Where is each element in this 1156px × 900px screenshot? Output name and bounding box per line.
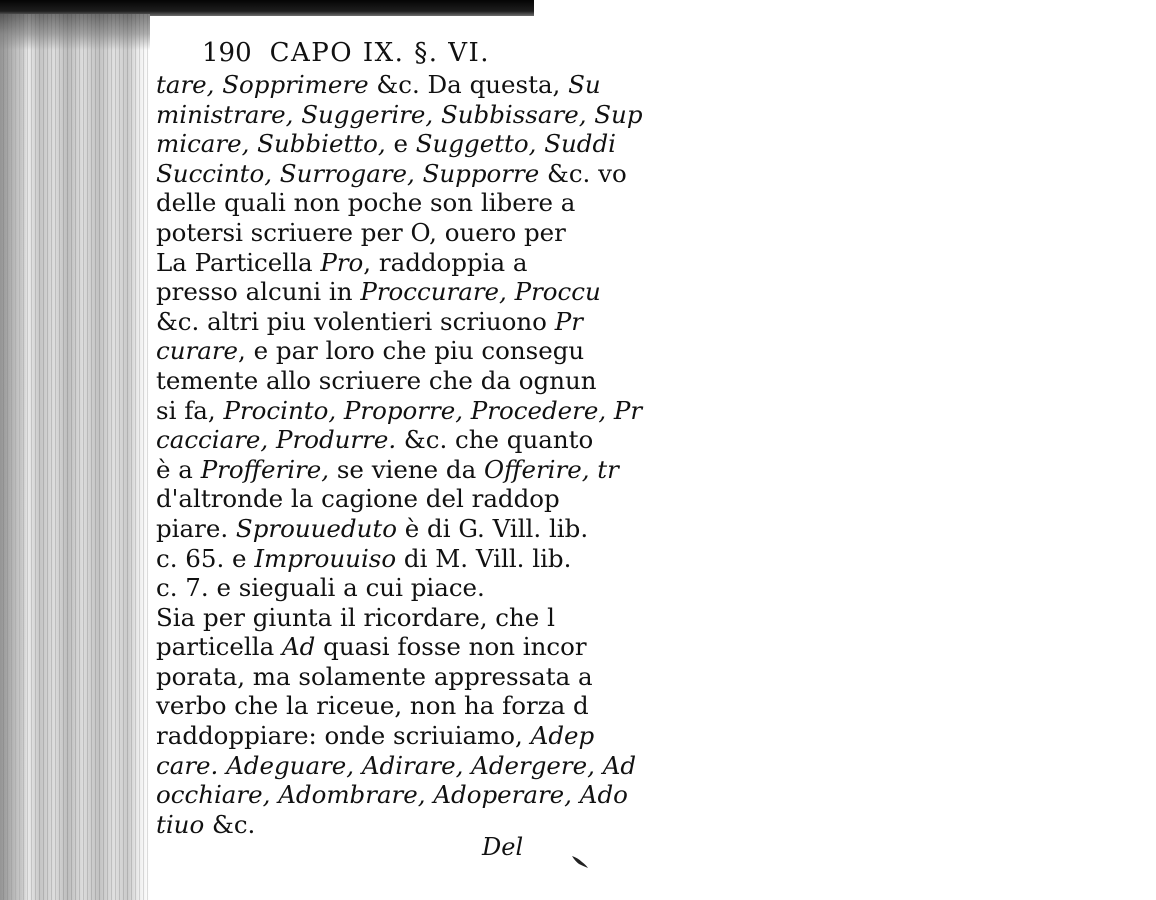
italic-segment: Improuuiso bbox=[254, 543, 397, 573]
catchword: Del bbox=[482, 833, 524, 861]
italic-segment: Procinto, Proporre, Procedere, Pr bbox=[223, 395, 643, 425]
text-segment: si fa, bbox=[156, 395, 224, 425]
book-binding-shadow bbox=[0, 14, 26, 900]
italic-segment: Pr bbox=[554, 306, 583, 336]
italic-segment: ministrare, Suggerire, Subbissare, Sup bbox=[156, 99, 643, 129]
italic-segment: Su bbox=[568, 70, 601, 99]
body-text bbox=[156, 70, 1156, 839]
italic-segment: care. Adeguare, Adirare, Adergere, Ad bbox=[156, 750, 637, 780]
text-segment: Sia per giunta il ricordare, che l bbox=[156, 602, 555, 632]
text-line bbox=[156, 100, 1156, 130]
book-page bbox=[156, 36, 643, 900]
text-line bbox=[156, 396, 1156, 426]
text-segment: presso alcuni in bbox=[156, 277, 361, 307]
text-line bbox=[156, 780, 1156, 810]
text-segment: , e par loro che piu consegu bbox=[238, 336, 585, 366]
text-line bbox=[156, 455, 1156, 485]
text-line bbox=[156, 721, 1156, 751]
italic-segment: Sprouueduto bbox=[235, 513, 397, 543]
ink-blot bbox=[570, 854, 590, 870]
text-segment: &c. altri piu volentieri scriuono bbox=[156, 306, 555, 336]
text-line bbox=[156, 632, 1156, 662]
text-line bbox=[156, 573, 1156, 603]
text-segment: è a bbox=[156, 454, 201, 484]
text-line bbox=[156, 218, 1156, 248]
text-line bbox=[156, 277, 1156, 307]
text-line bbox=[156, 810, 1156, 840]
italic-segment: occhiare, Adombrare, Adoperare, Ado bbox=[156, 780, 628, 810]
italic-segment: Offerire, tr bbox=[484, 454, 619, 484]
text-segment: verbo che la riceue, non ha forza d bbox=[156, 691, 589, 721]
italic-segment: micare, Subbietto, bbox=[156, 129, 386, 159]
italic-segment: Ad bbox=[281, 632, 316, 662]
italic-segment: curare bbox=[156, 336, 239, 366]
italic-segment: tare, Sopprimere bbox=[156, 70, 369, 99]
running-head: CAPO IX. §. VI. bbox=[269, 38, 491, 68]
text-line bbox=[156, 544, 1156, 574]
text-segment: La Particella bbox=[156, 247, 321, 277]
text-line bbox=[156, 248, 1156, 278]
italic-segment: Succinto, Surrogare, Supporre bbox=[156, 158, 540, 188]
italic-segment: Suggetto, Suddi bbox=[415, 129, 616, 159]
text-segment: temente allo scriuere che da ognun bbox=[156, 365, 597, 395]
text-segment: piare. bbox=[156, 513, 236, 543]
text-line bbox=[156, 336, 1156, 366]
text-segment: e bbox=[385, 129, 416, 159]
text-segment: è di G. Vill. lib. bbox=[396, 513, 589, 543]
text-line bbox=[156, 691, 1156, 721]
italic-segment: Pro bbox=[320, 247, 364, 277]
text-segment: &c. Da questa, bbox=[368, 70, 569, 99]
text-segment: delle quali non poche son libere a bbox=[156, 188, 576, 218]
text-segment: c. 7. e sieguali a cui piace. bbox=[156, 573, 485, 603]
text-line bbox=[156, 484, 1156, 514]
page-number: 190 bbox=[202, 38, 252, 68]
italic-segment: Proccurare, Proccu bbox=[360, 277, 601, 307]
text-segment: particella bbox=[156, 632, 282, 662]
text-line bbox=[156, 70, 1156, 100]
text-line bbox=[156, 751, 1156, 781]
text-segment: , raddoppia a bbox=[363, 247, 528, 277]
text-segment: d'altronde la cagione del raddop bbox=[156, 484, 560, 514]
text-line bbox=[156, 307, 1156, 337]
text-line bbox=[156, 188, 1156, 218]
text-line bbox=[156, 514, 1156, 544]
italic-segment: Profferire, bbox=[200, 454, 330, 484]
text-line bbox=[156, 366, 1156, 396]
text-line bbox=[156, 129, 1156, 159]
text-segment: potersi scriuere per O, ouero per bbox=[156, 217, 566, 247]
text-segment: se viene da bbox=[329, 454, 485, 484]
book-corner-shadow bbox=[0, 14, 150, 50]
text-line bbox=[156, 425, 1156, 455]
text-segment: quasi fosse non incor bbox=[315, 632, 587, 662]
italic-segment: cacciare, Produrre. bbox=[156, 425, 397, 455]
running-header bbox=[202, 36, 490, 70]
text-segment: raddoppiare: onde scriuiamo, bbox=[156, 721, 531, 751]
text-segment: &c. vo bbox=[539, 158, 627, 188]
text-line bbox=[156, 603, 1156, 633]
text-line bbox=[156, 159, 1156, 189]
text-segment: c. 65. e bbox=[156, 543, 255, 573]
italic-segment: Adep bbox=[530, 721, 595, 751]
text-segment: &c. che quanto bbox=[396, 425, 594, 455]
italic-segment: tiuo bbox=[156, 809, 205, 839]
text-segment: di M. Vill. lib. bbox=[396, 543, 572, 573]
text-line bbox=[156, 662, 1156, 692]
text-segment: porata, ma solamente appressata a bbox=[156, 661, 593, 691]
text-segment: &c. bbox=[204, 809, 256, 839]
